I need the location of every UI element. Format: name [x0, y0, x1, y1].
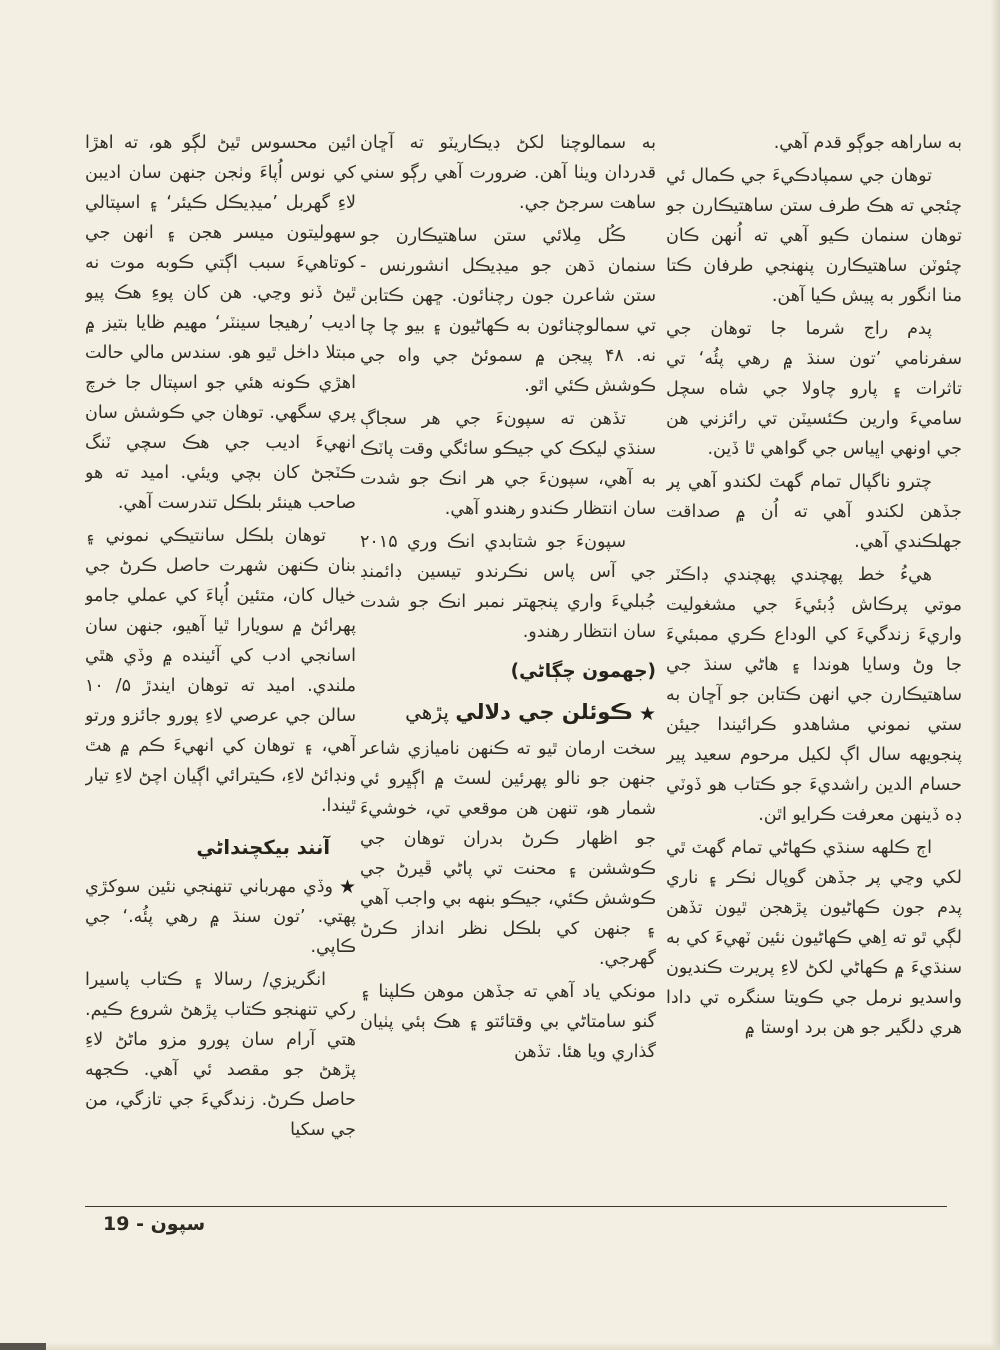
paragraph: مونکي ياد آهي ته جڏهن موهن ڪلپنا ۽ گنو سامتاڻي بي وقتائتو ۽ هڪ ٻئي پٺيان گذاري ويا هئا. تڏهن	[360, 982, 656, 1062]
column-left	[85, 128, 356, 1208]
paragraph: توهان بلڪل سانتيڪي نموني ۽ بنان ڪنهن شهرت حاصل ڪرڻ جي خيال کان، متئين اُپاءَ کي عملي جامو پهرائڻ ۾ سويارا ٿيا آهيو، جنهن سان اسانجي ادب کي آئينده ۾ وڏي هٿي ملندي. اميد ته توهان ايندڙ ۵/ ۱۰ سالن جي عرصي لاءِ پورو جائزو ورتو آهي، ۽ توهان کي انهيءَ ڪم ۾ هٿ ونڊائڻ لاءِ، ڪيترائي اڳيان اچڻ لاءِ تيار ٿيندا.	[85, 526, 356, 816]
column-middle	[360, 128, 656, 1208]
scan-corner-mark	[0, 1343, 46, 1350]
column-right	[666, 128, 962, 1208]
paragraph: ڪُل مِلائي ستن ساهتيڪارن جو سنمان ڌهن جو ميڊيڪل انشورنس - ستن شاعرن جون رچنائون. ڇهن ڪتابن تي سمالوچنائون به ڪهاڻيون ۽ بيو چا چا نه. ۴۸ پيجن ۾ سموئڻ جي واه جي ڪوشش ڪئي اٿو.	[360, 226, 656, 396]
paragraph: چترو ناگپال تمام گهٽ لکندو آهي پر جڏهن لکندو آهي ته اُن ۾ صداقت جهلڪندي آهي.	[666, 472, 962, 552]
section-heading-rest: پڙهي	[405, 700, 456, 724]
paragraph: هيءُ خط پهچندي پهچندي ڊاڪٽر موتي پرڪاش ڊُبئيءَ جي مشغوليت واريءَ زندگيءَ کي الوداع ڪري ممبئيءَ جا وڻ وسايا هوندا ۽ هاڻي سنڌ جي ساهتيڪارن جي انهن ڪتابن جو آڇان به ستي نموني مشاهدو ڪرائيندا جيئن پنجويهه سال اڳ لکيل مرحوم سعيد پير حسام الدين راشديءَ جو ڪتاب هو ڏوٽي ڊه ڏينهن معرفت ڪرايو اٿن.	[666, 565, 962, 825]
footer-divider	[85, 1206, 947, 1207]
paragraph: پدم راج شرما جا توهان جي سفرنامي ’تون سنڌ ۾ رهي پئُه‘ تي تاثرات ۽ پارو چاولا جي شاه سچل ساميءَ وارين ڪئسيٽن تي رائزني هن جي اونهي اڀياس جي گواهي ٿا ڏين.	[666, 319, 962, 459]
letter-author-byline: (جهمون چڳاڻي)	[510, 661, 656, 682]
paragraph: به ساراهه جوڳو قدم آهي.	[773, 133, 962, 153]
paragraph: به سمالوچنا لکڻ ڊيڪاريٽو ته آڇان قدردان ويٺا آهن. ضرورت آهي رڳو سني ساهت سرجڻ جي.	[360, 133, 656, 213]
star-icon: ★	[638, 703, 656, 725]
paragraph: ائين محسوس ٿيڻ لڳو هو، ته اهڙا کي نوس اُپاءَ وٺجن جنهن سان اديبن لاءِ گهربل ’ميڊيڪل ڪيئر‘ ۽ اسپتالي سهوليتون ميسر هجن ۽ انهن جي کوتاهيءَ سبب اڳتي ڪوبه موت نه ٿيڻ ڏنو وڃي. هن کان پوءِ هڪ پيو اديب ’رهيجا سينٽر‘ مهيم ظايا بتيز ۾ مبتلا داخل ٿيو هو. سندس مالي حالت اهڙي ڪونه هئي جو اسپتال جا خرچ پري سگهي. توهان جي ڪوشش سان انهيءَ اديب جي هڪ سچي ٽنگ ڪٽجڻ کان بچي ويئي. اميد ته هو صاحب هينئر بلڪل تندرست آهي.	[85, 133, 356, 513]
paragraph: سپونءَ جو شتابدي انڪ وري ۲۰۱۵ جي آس پاس نڪرندو تيسين ڊائمنڊ جُبليءَ واري پنجهتر نمبر انڪ جو شدت سان انتظار رهندو.	[360, 532, 656, 642]
paragraph: تڏهن ته سپونءَ جي هر سجاڳ سنڌي ليکڪ کي جيڪو سائگي وقت پاٽڪ به آهي، سپونءَ جي هر انڪ جو شدت سان انتظار ڪندو رهندو آهي.	[360, 409, 656, 519]
paragraph: اڄ ڪلهه سنڌي ڪهاڻي تمام گهٽ ٿي لکي وڃي پر جڏهن گوپال ٺڪر ۽ ناري پدم جون ڪهاڻيون پڙهجن ٿيون تڏهن لڳي ٿو ته اِهي ڪهاڻيون نئين ٽهيءَ کي به سنڌيءَ ۾ ڪهاڻي لکڻ لاءِ پريرت ڪنديون واسديو نرمل جي ڪويتا سنگره تي دادا هري دلگير جو هن برد اوستا ۾	[666, 838, 962, 1038]
paragraph: سخت ارمان ٿيو ته ڪنهن ناميازي شاعر جنهن جو نالو پهرئين لسٽ ۾ اڳڀرو ئي شمار هو، تنهن هن موقعي تي، خوشيءَ جو اظهار ڪرڻ بدران توهان جي ڪوششن ۽ محنت تي پاڻي ڦيرڻ جي ڪوشش ڪئي، جيڪو بنهه بي واجب آهي ۽ جنهن کي بلڪل نظر انداز ڪرڻ گهرجي.	[360, 739, 656, 969]
star-icon: ★	[338, 876, 356, 898]
scan-edge-right	[990, 0, 1000, 1350]
paragraph	[85, 871, 356, 962]
paragraph: توهان جي سمپادڪيءَ جي ڪمال ئي چئجي ته هڪ طرف ستن ساهتيڪارن جو توهان سنمان ڪيو آهي ته اُنهن ڪان چئوٽن ساهتيڪارن پنهنجي طرفان ڪتا منا انگور به پيش ڪيا آهن.	[666, 166, 962, 306]
letter-author-heading: آنند بيکچنداڻي	[196, 836, 330, 859]
page-number: سپون - 19	[103, 1213, 206, 1235]
scan-edge-bottom	[0, 1342, 1000, 1350]
paragraph-text: وڏي مهرباني تنهنجي نئين سوکڙي پهتي. ’تون سنڌ ۾ رهي پئُه.‘ جي ڪاپي.	[85, 877, 356, 957]
section-heading	[360, 695, 656, 730]
section-heading-bold: ڪوئلن جي دلالي	[455, 700, 633, 724]
paragraph: انگريزي/ رسالا ۽ ڪتاب پاسيرا رکي تنهنجو ڪتاب پڙهڻ شروع ڪيم. هتي آرام سان پورو مزو ماڻڻ لاءِ پڙهڻ جو مقصد ئي آهي. ڪجهه حاصل ڪرڻ. زندگيءَ جي تازگي، من جي سکيا	[85, 970, 356, 1140]
